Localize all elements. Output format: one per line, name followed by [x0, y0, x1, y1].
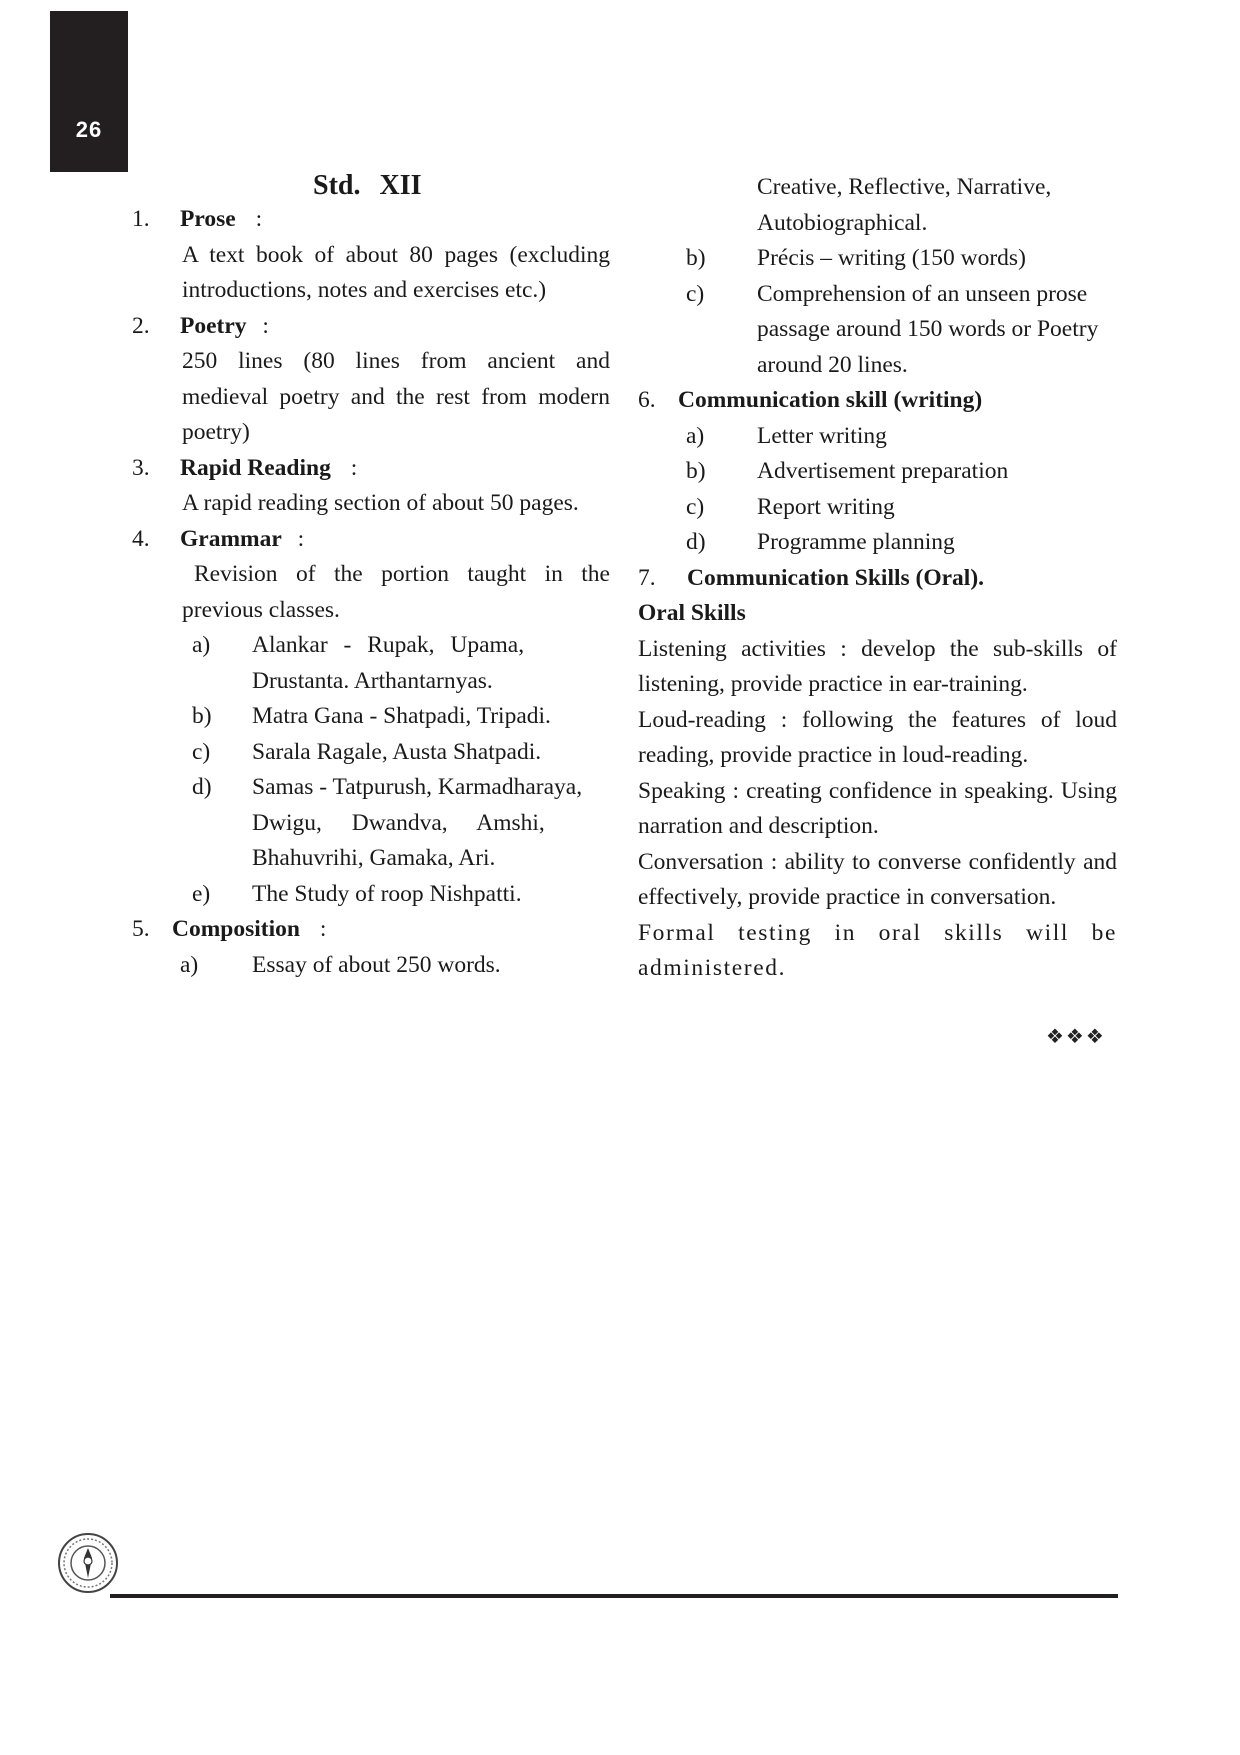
grammar-item-d-cont	[132, 806, 610, 842]
speaking-paragraph: Speaking : creating confidence in speaking. Using narration and description.	[638, 777, 1117, 839]
comm-oral-label: Communication Skills (Oral).	[687, 564, 985, 591]
prose-number: 1.	[132, 206, 150, 232]
poetry-sep: :	[262, 312, 269, 339]
grammar-item-a	[132, 628, 610, 664]
prose-heading	[132, 202, 610, 238]
comprehension-text: passage around 150 words or Poetry	[757, 316, 1099, 342]
page-number-tab	[50, 11, 128, 172]
grammar-item-text: Bhahuvrihi, Gamaka, Ari.	[252, 845, 496, 871]
page-number: 26	[75, 117, 103, 142]
comm-writing-label: Communication skill (writing)	[678, 387, 983, 413]
grammar-item-d-cont2	[132, 841, 610, 877]
comprehension-text: around 20 lines.	[757, 351, 908, 378]
comm-writing-text: Advertisement preparation	[757, 458, 1009, 484]
comprehension-text: Comprehension of an unseen prose	[757, 280, 1088, 307]
grammar-heading	[132, 522, 610, 558]
comprehension-item-cont2	[638, 348, 1117, 384]
grammar-item-letter: e)	[192, 880, 211, 907]
grammar-item-text: Matra Gana - Shatpadi, Tripadi.	[252, 703, 551, 729]
grammar-item-text: Sarala Ragale, Austa Shatpadi.	[252, 738, 542, 765]
footer-rule	[110, 1594, 1118, 1598]
comm-writing-number: 6.	[638, 387, 656, 413]
grammar-item-e	[132, 877, 610, 913]
comm-oral-heading	[638, 561, 1117, 597]
loud-reading-paragraph: Loud-reading : following the features of loud reading, provide practice in loud-reading.	[638, 706, 1117, 768]
comm-writing-letter: a)	[686, 422, 705, 449]
precis-text: Précis – writing (150 words)	[757, 245, 1026, 271]
continued-text: Creative, Reflective, Narrative,	[757, 174, 1052, 200]
comm-oral-number: 7.	[638, 564, 656, 591]
grammar-item-text: Dwigu, Dwandva, Amshi,	[252, 809, 545, 836]
prose-label: Prose	[180, 206, 236, 232]
composition-sep: :	[319, 916, 327, 942]
comm-writing-letter: c)	[686, 493, 705, 520]
section-title: Std. XII	[313, 170, 422, 201]
poetry-text: 250 lines (80 lines from ancient and medieval poetry and the rest from modern poetry)	[182, 348, 610, 445]
oral-skills-title: Oral Skills	[638, 600, 746, 626]
rapid-text: A rapid reading section of about 50 pages.	[182, 490, 579, 516]
comm-writing-item	[638, 490, 1117, 526]
listening-paragraph: Listening activities : develop the sub-skills of listening, provide practice in ear-training.	[638, 635, 1117, 697]
comm-writing-heading	[638, 383, 1117, 419]
rapid-number: 3.	[132, 454, 150, 481]
composition-number: 5.	[132, 916, 150, 942]
comm-writing-text: Report writing	[757, 493, 895, 520]
grammar-item-letter: a)	[192, 632, 211, 658]
grammar-item-d	[132, 770, 610, 806]
rapid-label: Rapid Reading	[180, 454, 331, 481]
poetry-label: Poetry	[180, 312, 247, 339]
grammar-item-text: Drustanta. Arthantarnyas.	[252, 667, 493, 694]
comprehension-item-cont	[638, 312, 1117, 348]
grammar-item-text: Samas - Tatpurush, Karmadharaya,	[252, 774, 583, 800]
grammar-item-a-cont	[132, 664, 610, 700]
composition-label: Composition	[172, 916, 300, 942]
composition-heading	[132, 912, 610, 948]
oral-skills-heading	[638, 596, 1117, 632]
left-column	[132, 202, 610, 983]
prose-text: A text book of about 80 pages (excluding introductions, notes and exercises etc.)	[182, 241, 610, 303]
composition-item-a	[132, 948, 610, 984]
grammar-item-text: The Study of roop Nishpatti.	[252, 880, 522, 907]
conversation-paragraph: Conversation : ability to converse confidently and effectively, provide practice in conversation.	[638, 848, 1117, 910]
poetry-heading	[132, 309, 610, 345]
grammar-item-text: Alankar - Rupak, Upama,	[252, 632, 525, 658]
grammar-item-letter: d)	[192, 774, 212, 800]
comm-writing-letter: d)	[686, 529, 706, 555]
grammar-text: Revision of the portion taught in the previous classes.	[182, 561, 610, 623]
grammar-item-letter: c)	[192, 738, 211, 765]
comprehension-letter: c)	[686, 280, 705, 307]
grammar-number: 4.	[132, 525, 150, 552]
comm-writing-text: Programme planning	[757, 529, 955, 555]
formal-testing-paragraph: Formal testing in oral skills will be administered.	[638, 919, 1117, 981]
right-column	[638, 170, 1117, 987]
continued-line	[638, 170, 1117, 206]
continued-line	[638, 206, 1117, 242]
grammar-item-letter: b)	[192, 703, 212, 729]
grammar-item-b	[132, 699, 610, 735]
rapid-sep: :	[350, 454, 358, 481]
continued-text: Autobiographical.	[757, 209, 928, 236]
rapid-heading	[132, 451, 610, 487]
precis-letter: b)	[686, 245, 706, 271]
grammar-item-c	[132, 735, 610, 771]
composition-item-letter: a)	[180, 951, 199, 978]
grammar-sep: :	[297, 525, 305, 552]
precis-item	[638, 241, 1117, 277]
section-end-ornament: ❖❖❖	[1046, 1026, 1106, 1048]
composition-item-text: Essay of about 250 words.	[252, 951, 501, 978]
comm-writing-text: Letter writing	[757, 422, 887, 449]
comm-writing-letter: b)	[686, 458, 706, 484]
comm-writing-item	[638, 525, 1117, 561]
comprehension-item	[638, 277, 1117, 313]
comm-writing-item	[638, 419, 1117, 455]
grammar-label: Grammar	[180, 525, 282, 552]
emblem-icon	[57, 1532, 119, 1594]
comm-writing-item	[638, 454, 1117, 490]
prose-sep: :	[255, 206, 263, 232]
poetry-number: 2.	[132, 312, 150, 339]
